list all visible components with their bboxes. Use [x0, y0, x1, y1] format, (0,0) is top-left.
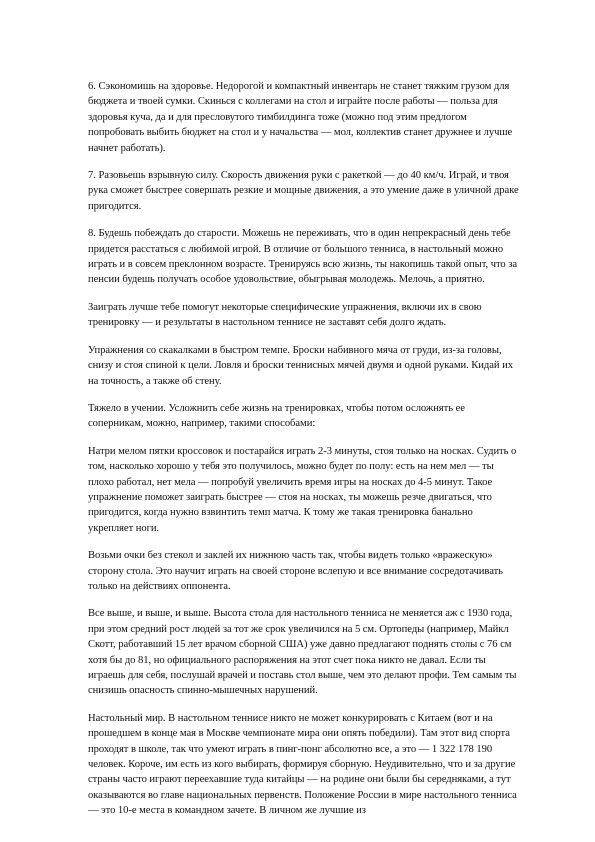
paragraph-glasses: Возьми очки без стекол и заклей их нижнюю часть так, чтобы видеть только «вражескую» сторону стола. Это научит играть на своей стороне вслепую и все внимание сосредотачивать только на действиях оппонента. — [88, 550, 503, 592]
paragraph-health: 6. Сэкономишь на здоровье. Недорогой и компактный инвентарь не станет тяжким грузом для бюджета и твоей сумки. Скинься с коллегами на стол и играйте после работы — польза для здоровья куча, да и для пресловутого тимбилдинга тоже (можно под этим предлогом попробовать выбить бюджет на стол и у начальства — мол, коллектив станет дружнее и лучше начнет работать). — [88, 81, 513, 154]
paragraph-table-height: Все выше, и выше, и выше. Высота стола для настольного тенниса не меняется аж с 1930 года, при этом средний рост людей за тот же срок увеличился на 5 см. Ортопеды (например, Майкл Скотт, работавший 15 лет врачом сборной США) уже давно предлагают поднять столы с 76 см хотя бы до 81, но официального распоряжения на этот счет пока никто не давал. Если ты играешь для себя, послушай врачей и поставь стол выше, чем это делают профи. Тем самым ты снизишь опасность спинно-мышечных нарушений. — [88, 608, 517, 697]
paragraph-chalk-heels: Натри мелом пятки кроссовок и постарайся играть 2-3 минуты, стоя только на носках. Судить о том, насколько хорошо у тебя это получилось, можно будет по полу: есть на нем мел — ты плохо работал, нет мела — попробуй увеличить время игры на носках до 4-5 минут. Такое упражнение поможет заиграть быстрее — стоя на носках, ты можешь резче двигаться, что пригодится, когда нужно взвинтить темп матча. К тому же такая тренировка банально укрепляет ноги. — [88, 445, 517, 534]
article-body — [88, 79, 520, 831]
paragraph-explosive-power: 7. Разовьешь взрывную силу. Скорость движения руки с ракеткой — до 40 км/ч. Играй, и твоя рука сможет быстрее совершать резкие и мощные движения, а это умение даже в уличной драке пригодится. — [88, 170, 519, 212]
paragraph-exercises-intro: Заиграть лучше тебе помогут некоторые специфические упражнения, включи их в свою тренировку — и результаты в настольном теннисе не заставят себя долго ждать. — [88, 301, 482, 329]
paragraph-old-age: 8. Будешь побеждать до старости. Можешь не переживать, что в один непрекрасный день тебе придется расстаться с любимой игрой. В отличие от большого тенниса, в настольный можно играть и в совсем преклонном возрасте. Тренируясь всю жизнь, ты накопишь такой опыт, что за пенсии будешь получать особое удовольствие, обыгрывая молодежь. Мелочь, а приятно. — [88, 228, 518, 286]
paragraph-skipping-exercises: Упражнения со скакалками в быстром темпе. Броски набивного мяча от груди, из-за головы, снизу и стоя спиной к цели. Ловля и броски теннисных мячей двумя и одной руками. Кидай их на точность, а также об стену. — [88, 344, 514, 387]
paragraph-hard-training: Тяжело в учении. Усложнить себе жизнь на тренировках, чтобы потом осложнять ее соперникам, можно, например, такими способами: — [88, 402, 465, 430]
paragraph-table-tennis-world: Настольный мир. В настольном теннисе никто не может конкурировать с Китаем (вот и на прошедшем в конце мая в Москве чемпионате мира они опять победили). Там этот вид спорта проходят в школе, так что умеют играть в пинг-понг абсолютно все, а это — 1 322 178 190 человек. Короче, им есть из кого выбирать, формируя сборную. Неудивительно, что и за другие страны часто играют переехавшие туда китайцы — на родине они были бы середняками, а тут оказываются во главе национальных первенств. Положение России в мире настольного тенниса — это 10-е места в командном зачете. В личном же лучшие из — [88, 712, 517, 817]
